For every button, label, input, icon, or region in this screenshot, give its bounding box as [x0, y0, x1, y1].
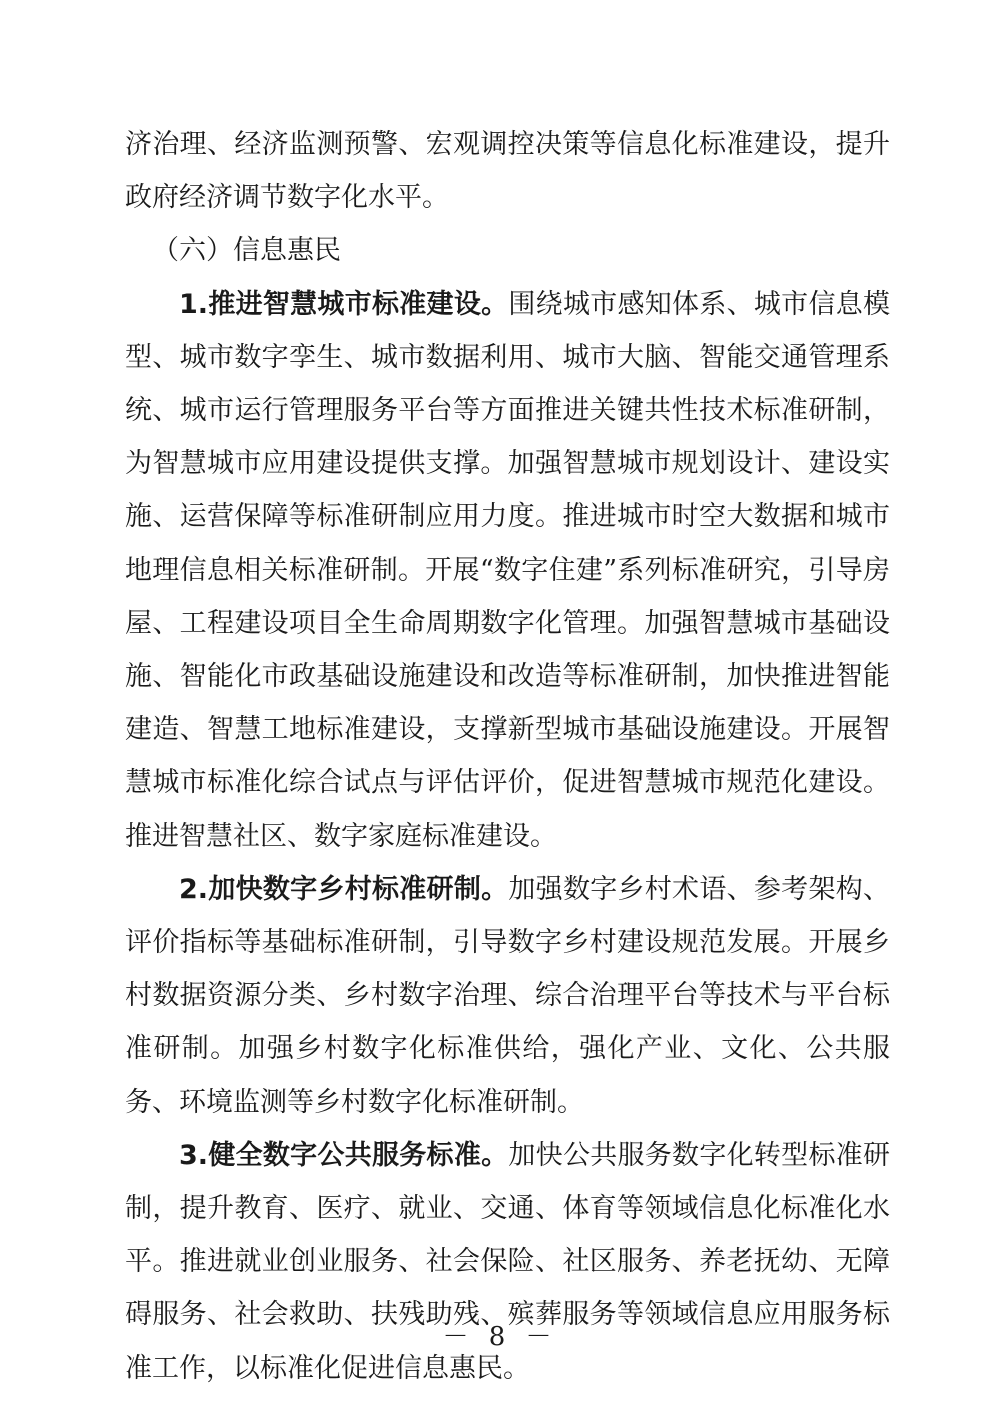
item-body-1: 围绕城市感知体系、城市信息模型、城市数字孪生、城市数据利用、城市大脑、智能交通管理系统、城市运行管理服务平台等方面推进关键共性技术标准研制，为智慧城市应用建设提供支撑。加强智慧城市规划设计、建设实施、运营保障等标准研制应用力度。推进城市时空大数据和城市地理信息相关标准研制。开展“数字住建”系列标准研究，引导房屋、工程建设项目全生命周期数字化管理。加强智慧城市基础设施、智能化市政基础设施建设和改造等标准研制，加快推进智能建造、智慧工地标准建设，支撑新型城市基础设施建设。开展智慧城市标准化综合试点与评估评价，促进智慧城市规范化建设。推进智慧社区、数字家庭标准建设。	[125, 288, 891, 852]
item-paragraph-3	[125, 1129, 890, 1395]
section-heading: （六）信息惠民	[152, 235, 341, 267]
continuation-paragraph: 济治理、经济监测预警、宏观调控决策等信息化标准建设，提升政府经济调节数字化水平。	[125, 129, 890, 214]
item-body-2: 加强数字乡村术语、参考架构、评价指标等基础标准研制，引导数字乡村建设规范发展。开展乡村数据资源分类、乡村数字治理、综合治理平台等技术与平台标准研制。加强乡村数字化标准供给，强化产业、文化、公共服务、环境监测等乡村数字化标准研制。	[125, 873, 891, 1118]
item-paragraph-1	[125, 278, 890, 863]
item-heading-1: 1.推进智慧城市标准建设。	[179, 288, 509, 320]
item-heading-3: 3.健全数字公共服务标准。	[179, 1139, 509, 1171]
body-text	[125, 118, 890, 1395]
item-paragraph-2	[125, 863, 890, 1129]
item-heading-2: 2.加快数字乡村标准研制。	[179, 873, 509, 905]
item-body-3: 加快公共服务数字化转型标准研制，提升教育、医疗、就业、交通、体育等领域信息化标准化水平。推进就业创业服务、社会保险、社区服务、养老抚幼、无障碍服务、社会救助、扶残助残、殡葬服务等领域信息应用服务标准工作，以标准化促进信息惠民。	[125, 1139, 891, 1384]
page-number: － 8 －	[442, 1322, 558, 1352]
